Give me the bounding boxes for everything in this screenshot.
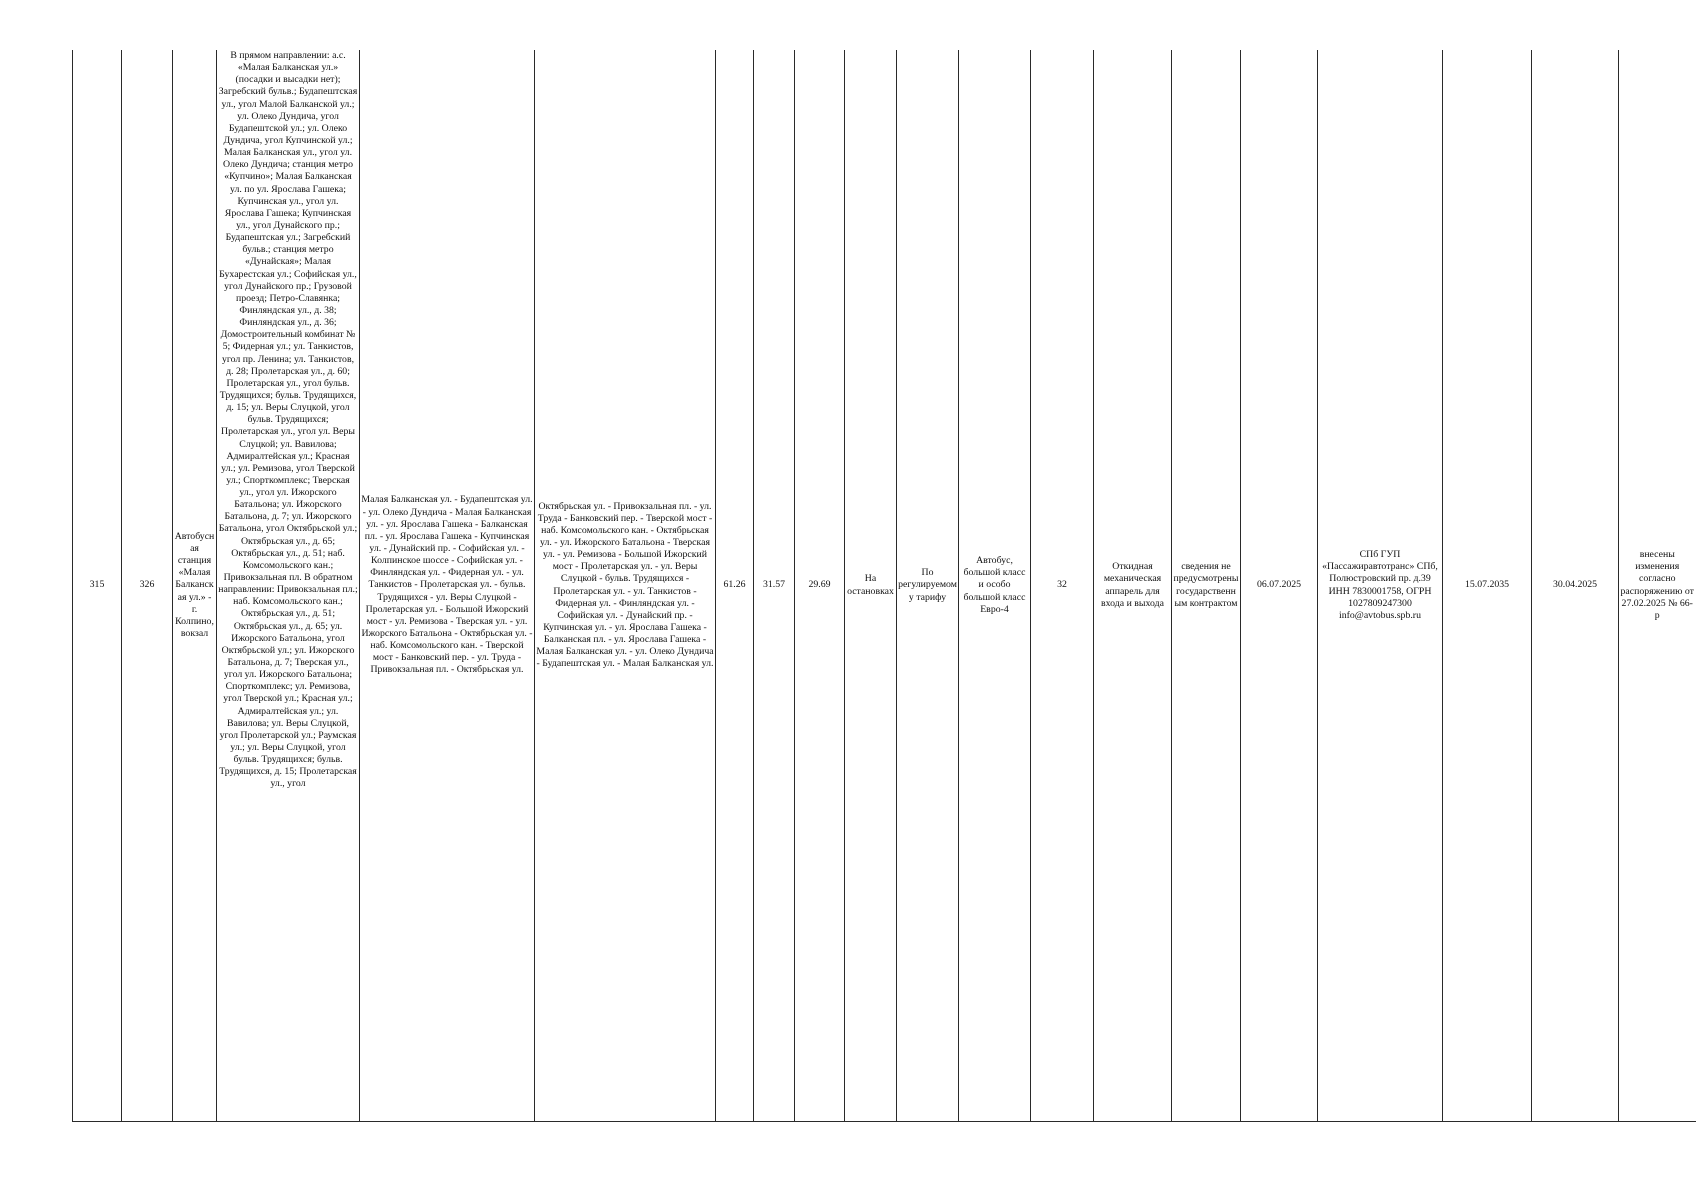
route-length-other: 29.69 xyxy=(795,50,845,1122)
streets-forward: Малая Балканская ул. - Будапештская ул. - ул. Олеко Дундича - Малая Балканская ул. - ул. Ярослава Гашека - Балканская пл. - ул. Ярослава Гашека - Купчинская ул. - Дунайский пр. - Софийская ул. - Колпинское шоссе - Софийская ул. - Финляндская ул. - Фидерная ул. - ул. Танкистов - Пролетарская ул. - бульв. Трудящихся - ул. Веры Слуцкой - Пролетарская ул. - Большой Ижорский мост - ул. Ремизова - Тверская ул. - ул. Ижорского Батальона - Октябрьская ул. - наб. Комсомольского кан. - Тверской мост - Банковский пер. - ул. Труда - Привокзальная пл. - Октябрьская ул. xyxy=(360,50,535,1122)
boarding-order: На остановках xyxy=(845,50,897,1122)
tariff-type: По регулируемому тарифу xyxy=(897,50,959,1122)
change-note: внесены изменения согласно распоряжению от 27.02.2025 № 66-р xyxy=(1619,50,1696,1122)
streets-backward: Октябрьская ул. - Привокзальная пл. - ул. Труда - Банковский пер. - Тверской мост - наб. Комсомольского кан. - Октябрьская ул. - ул. Ижорского Батальона - Тверская ул. - ул. Ремизова - Большой Ижорский мост - Пролетарская ул. - ул. Веры Слуцкой - бульв. Трудящихся - Пролетарская ул. - ул. Танкистов - Фидерная ул. - Финляндская ул. - Софийская ул. - Дунайский пр. - Купчинская ул. - ул. Ярослава Гашека - Балканская пл. - ул. Ярослава Гашека - Малая Балканская ул. - ул. Олеко Дундича - Будапештская ул. - Малая Балканская ул. xyxy=(535,50,716,1122)
table-row xyxy=(73,50,1696,1122)
registry-sheet xyxy=(72,50,1695,1122)
registration-number: 315 xyxy=(73,50,122,1122)
route-length-backward: 31.57 xyxy=(754,50,795,1122)
stops-list: В прямом направлении: а.с. «Малая Балканская ул.» (посадки и высадки нет); Загребский бульв.; Будапештская ул., угол Малой Балканской ул.; ул. Олеко Дундича, угол Будапештской ул.; ул. Олеко Дундича, угол Купчинской ул.; Малая Балканская ул., угол ул. Олеко Дундича; станция метро «Купчино»; Малая Балканская ул. по ул. Ярослава Гашека; Купчинская ул., угол ул. Ярослава Гашека; Купчинская ул., угол Дунайского пр.; Будапештская ул.; Загребский бульв.; станция метро «Дунайская»; Малая Бухарестская ул.; Софийская ул., угол Дунайского пр.; Грузовой проезд; Петро-Славянка; Финляндская ул., д. 38; Финляндская ул., д. 36; Домостроительный комбинат № 5; Фидерная ул.; ул. Танкистов, угол пр. Ленина; ул. Танкистов, д. 28; Пролетарская ул., д. 60; Пролетарская ул., угол бульв. Трудящихся; бульв. Трудящихся, д. 15; ул. Веры Слуцкой, угол бульв. Трудящихся; Пролетарская ул., угол ул. Веры Слуцкой; ул. Вавилова; Адмиралтейская ул.; Красная ул.; ул. Ремизова, угол Тверской ул.; Спорткомплекс; Тверская ул., угол ул. Ижорского Батальона; ул. Ижорского Батальона, д. 7; ул. Ижорского Батальона, угол Октябрьской ул.; Октябрьская ул., д. 65; Октябрьская ул., д. 51; наб. Комсомольского кан.; Привокзальная пл. В обратном направлении: Привокзальная пл.; наб. Комсомольского кан.; Октябрьская ул., д. 51; Октябрьская ул., д. 65; ул. Ижорского Батальона, угол Октябрьской ул.; ул. Ижорского Батальона, д. 7; Тверская ул., угол ул. Ижорского Батальона; Спорткомплекс; ул. Ремизова, угол Тверской ул.; Красная ул.; Адмиралтейская ул.; ул. Вавилова; ул. Веры Слуцкой, угол Пролетарской ул.; Раумская ул.; ул. Веры Слуцкой, угол бульв. Трудящихся; бульв. Трудящихся, д. 15; Пролетарская ул., угол xyxy=(217,50,360,1122)
vehicle-equipment: Откидная механическая аппарель для входа и выхода xyxy=(1094,50,1172,1122)
contract-info: сведения не предусмотрены государственным контрактом xyxy=(1172,50,1241,1122)
start-date: 06.07.2025 xyxy=(1241,50,1318,1122)
route-registry-table xyxy=(72,50,1696,1122)
vehicle-count: 32 xyxy=(1031,50,1094,1122)
route-name: Автобусная станция «Малая Балканская ул.» - г. Колпино, вокзал xyxy=(173,50,217,1122)
vehicle-class: Автобус, большой класс и особо большой класс Евро-4 xyxy=(959,50,1031,1122)
route-length-forward: 61.26 xyxy=(716,50,754,1122)
route-number: 326 xyxy=(122,50,173,1122)
change-date: 30.04.2025 xyxy=(1532,50,1619,1122)
carrier-info: СПб ГУП «Пассажиравтотранс» СПб, Полюстровский пр. д.39 ИНН 7830001758, ОГРН 1027809247300 info@avtobus.spb.ru xyxy=(1318,50,1443,1122)
end-date: 15.07.2035 xyxy=(1443,50,1532,1122)
